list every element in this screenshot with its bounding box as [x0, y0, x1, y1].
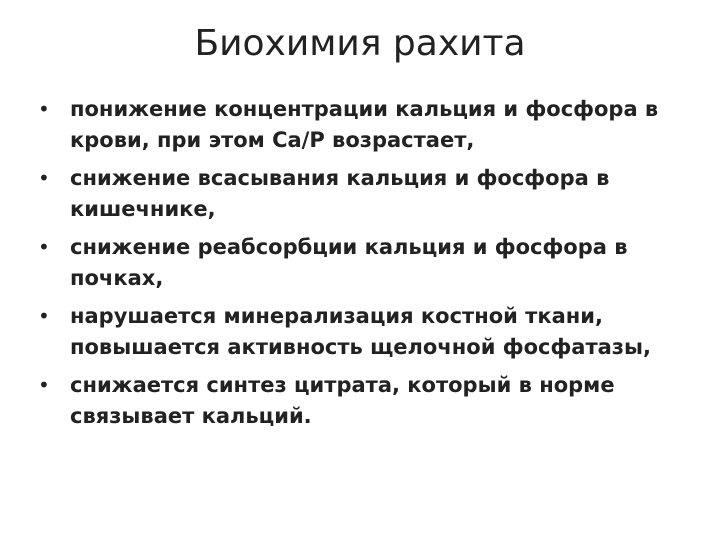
bullet-list [36, 94, 684, 439]
bullet-text: нарушается минерализация костной ткани, повышается активность щелочной фосфатазы, [70, 304, 651, 359]
bullet-item-3 [36, 232, 684, 294]
bullet-marker: • [38, 97, 50, 121]
bullet-item-2 [36, 163, 684, 225]
bullet-marker: • [38, 304, 50, 328]
bullet-item-1 [36, 94, 684, 156]
bullet-marker: • [38, 235, 50, 259]
bullet-text: снижается синтез цитрата, который в норме связывает кальций. [70, 373, 615, 428]
bullet-text: понижение концентрации кальция и фосфора в крови, при этом Ca/P возрастает, [70, 97, 659, 152]
bullet-text: снижение всасывания кальция и фосфора в кишечнике, [70, 166, 610, 221]
slide-title: Биохимия рахита [194, 23, 526, 64]
bullet-marker: • [38, 166, 50, 190]
bullet-text: снижение реабсорбции кальция и фосфора в почках, [70, 235, 628, 290]
bullet-item-4 [36, 301, 684, 363]
bullet-item-5 [36, 370, 684, 432]
bullet-marker: • [38, 373, 50, 397]
